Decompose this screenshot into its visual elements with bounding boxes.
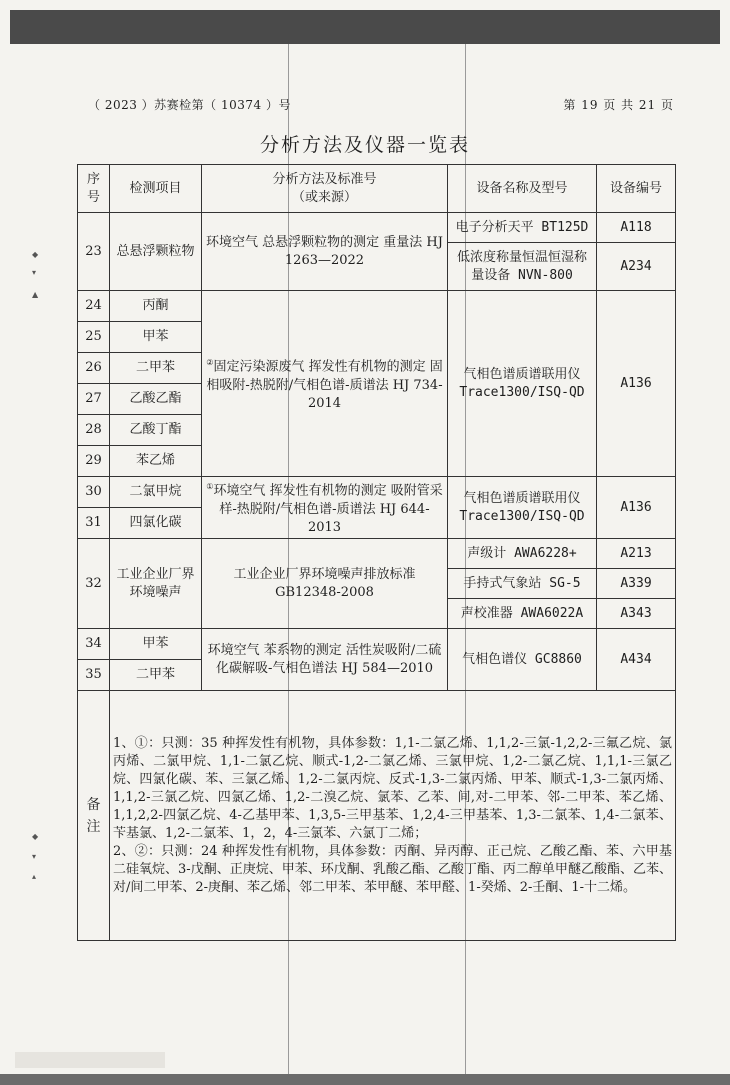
code-cell: A118 bbox=[597, 213, 676, 243]
device-cell: 声校准器 AWA6022A bbox=[448, 599, 597, 629]
item-cell: 四氯化碳 bbox=[110, 508, 202, 539]
note-paragraph-2: 2、②：只测：24 种挥发性有机物，具体参数：丙酮、异丙醇、正己烷、乙酸乙酯、苯、六甲基二硅氧烷、3-戊酮、正庚烷、甲苯、环戊酮、乳酸乙酯、乙酸丁酯、丙二醇单甲醚乙酸酯、乙苯、对/间二甲苯、2-庚酮、苯乙烯、邻二甲苯、苯甲醚、苯甲醛、1-癸烯、2-壬酮、1-十二烯。 bbox=[113, 843, 672, 895]
method-text: 固定污染源废气 挥发性有机物的测定 固相吸附-热脱附/气相色谱-质谱法 HJ 734-2014 bbox=[206, 359, 443, 411]
margin-mark: ▲ bbox=[32, 290, 39, 299]
seq-cell: 30 bbox=[78, 477, 110, 508]
seq-cell: 25 bbox=[78, 322, 110, 353]
table-row bbox=[78, 629, 676, 660]
table-row bbox=[78, 539, 676, 569]
method-cell: 环境空气 总悬浮颗粒物的测定 重量法 HJ 1263—2022 bbox=[202, 213, 448, 291]
item-cell: 总悬浮颗粒物 bbox=[110, 213, 202, 291]
table-row bbox=[78, 477, 676, 508]
note-mark: ② bbox=[206, 358, 214, 368]
item-cell: 甲苯 bbox=[110, 629, 202, 660]
method-text: 环境空气 挥发性有机物的测定 吸附管采样-热脱附/气相色谱-质谱法 HJ 644-2013 bbox=[213, 483, 443, 535]
code-cell: A339 bbox=[597, 569, 676, 599]
seq-cell: 23 bbox=[78, 213, 110, 291]
item-cell: 二氯甲烷 bbox=[110, 477, 202, 508]
table-header-row bbox=[78, 165, 676, 213]
code-cell: A434 bbox=[597, 629, 676, 691]
header-item: 检测项目 bbox=[110, 165, 202, 213]
device-cell: 气相色谱仪 GC8860 bbox=[448, 629, 597, 691]
seq-cell: 24 bbox=[78, 291, 110, 322]
page-number: 第 19 页 共 21 页 bbox=[563, 98, 674, 112]
item-cell: 苯乙烯 bbox=[110, 446, 202, 477]
method-cell bbox=[202, 477, 448, 539]
seq-cell: 27 bbox=[78, 384, 110, 415]
margin-mark: ◆ bbox=[32, 250, 39, 259]
item-cell: 乙酸乙酯 bbox=[110, 384, 202, 415]
item-cell: 二甲苯 bbox=[110, 660, 202, 691]
code-cell: A343 bbox=[597, 599, 676, 629]
method-cell: 工业企业厂界环境噪声排放标准 GB12348-2008 bbox=[202, 539, 448, 629]
header-code: 设备编号 bbox=[597, 165, 676, 213]
note-mark: ① bbox=[206, 482, 214, 492]
code-cell: A234 bbox=[597, 243, 676, 291]
code-cell: A136 bbox=[597, 477, 676, 539]
note-paragraph-1: 1、①：只测：35 种挥发性有机物，具体参数：1,1-二氯乙烯、1,1,2-三氯-1,2,2-三氟乙烷、氯丙烯、二氯甲烷、1,1-二氯乙烷、顺式-1,2-二氯乙烯、三氯甲烷、1,2-二氯乙烷、1,1,1-三氯乙烷、四氯化碳、苯、三氯乙烯、1,2-二氯丙烷、反式-1,3-二氯丙烯、甲苯、顺式-1,3-二氯丙烯、1,1,2-三氯乙烷、四氯乙烯、1,2-二溴乙烷、氯苯、乙苯、间,对-二甲苯、邻-二甲苯、苯乙烯、1,1,2,2-四氯乙烷、4-乙基甲苯、1,3,5-三甲基苯、1,2,4-三甲基苯、1,3-二氯苯、1,4-二氯苯、苄基氯、1,2-二氯苯、1，2，4-三氯苯、六氯丁二烯； bbox=[113, 735, 672, 841]
device-cell: 气相色谱质谱联用仪 Trace1300/ISQ-QD bbox=[448, 291, 597, 477]
code-cell: A136 bbox=[597, 291, 676, 477]
method-cell bbox=[202, 291, 448, 477]
header-method-sub: （或来源） bbox=[291, 189, 357, 205]
item-cell: 丙酮 bbox=[110, 291, 202, 322]
item-cell: 工业企业厂界环境噪声 bbox=[110, 539, 202, 629]
item-cell: 甲苯 bbox=[110, 322, 202, 353]
table-row bbox=[78, 291, 676, 322]
margin-mark: ▾ bbox=[32, 852, 37, 861]
margin-mark: ▾ bbox=[32, 268, 37, 277]
header-method-label: 分析方法及标准号 bbox=[272, 171, 377, 187]
seq-cell: 35 bbox=[78, 660, 110, 691]
table-row bbox=[78, 213, 676, 243]
notes-row bbox=[78, 691, 676, 941]
margin-mark: ◆ bbox=[32, 832, 39, 841]
scan-bottom-border bbox=[0, 1074, 730, 1085]
scan-top-border bbox=[10, 10, 720, 44]
page-title: 分析方法及仪器一览表 bbox=[259, 134, 470, 156]
seq-cell: 31 bbox=[78, 508, 110, 539]
device-cell: 低浓度称量恒温恒湿称量设备 NVN-800 bbox=[448, 243, 597, 291]
item-cell: 二甲苯 bbox=[110, 353, 202, 384]
notes-cell bbox=[110, 691, 676, 941]
scan-smudge bbox=[15, 1052, 165, 1068]
methods-table bbox=[77, 164, 676, 941]
method-cell: 环境空气 苯系物的测定 活性炭吸附/二硫化碳解吸-气相色谱法 HJ 584—2010 bbox=[202, 629, 448, 691]
seq-cell: 34 bbox=[78, 629, 110, 660]
seq-cell: 26 bbox=[78, 353, 110, 384]
item-cell: 乙酸丁酯 bbox=[110, 415, 202, 446]
device-cell: 声级计 AWA6228+ bbox=[448, 539, 597, 569]
device-cell: 电子分析天平 BT125D bbox=[448, 213, 597, 243]
margin-mark: ▴ bbox=[32, 872, 37, 881]
notes-label: 备注 bbox=[78, 691, 110, 941]
seq-cell: 29 bbox=[78, 446, 110, 477]
seq-cell: 32 bbox=[78, 539, 110, 629]
seq-cell: 28 bbox=[78, 415, 110, 446]
header-seq: 序号 bbox=[78, 165, 110, 213]
header-method bbox=[202, 165, 448, 213]
device-cell: 手持式气象站 SG-5 bbox=[448, 569, 597, 599]
report-number: （ 2023 ）苏赛检第（ 10374 ）号 bbox=[88, 98, 291, 112]
code-cell: A213 bbox=[597, 539, 676, 569]
header-device: 设备名称及型号 bbox=[448, 165, 597, 213]
device-cell: 气相色谱质谱联用仪 Trace1300/ISQ-QD bbox=[448, 477, 597, 539]
